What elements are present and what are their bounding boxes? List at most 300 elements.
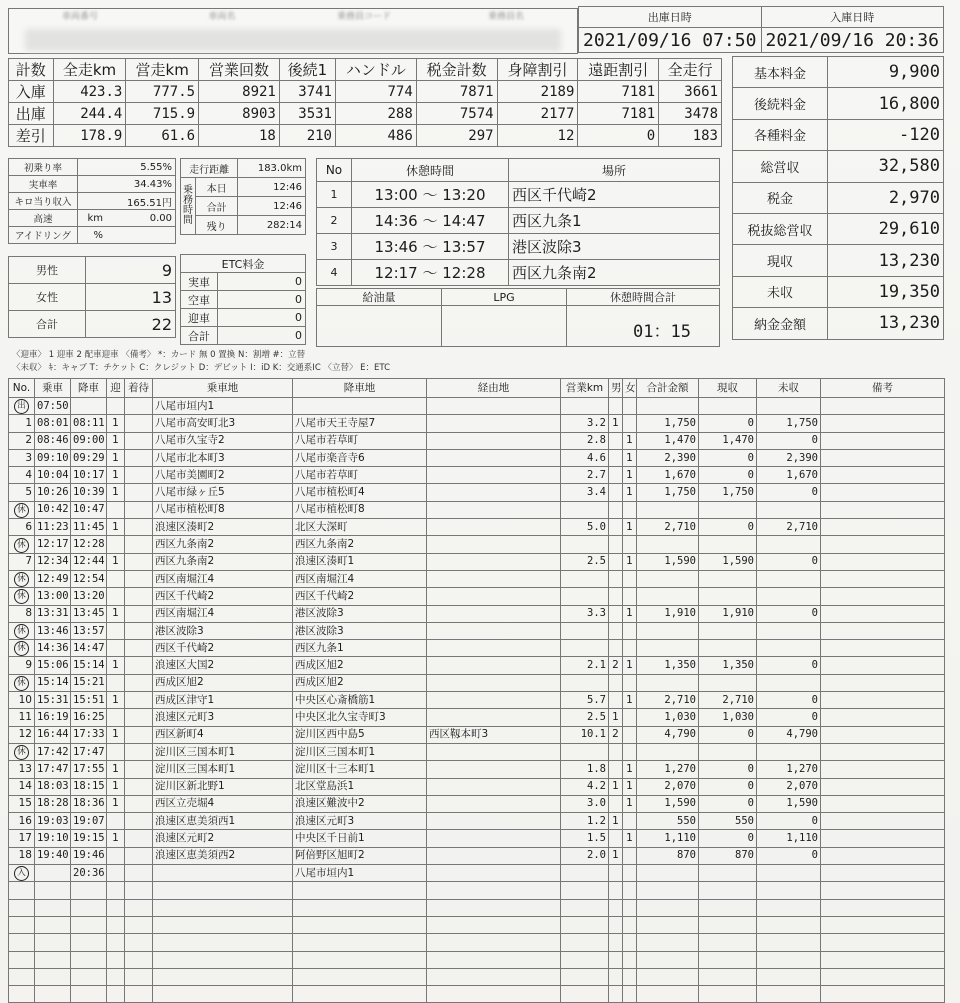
rate-row <box>9 227 176 244</box>
trip-header: 降車地 <box>293 379 427 398</box>
trip-no-text: 12 <box>18 728 32 741</box>
fare-row <box>733 245 944 276</box>
trip-cash: 0 <box>699 830 757 847</box>
trip-header: 乗車 <box>35 379 71 398</box>
trip-unpaid <box>757 570 821 587</box>
trip-wait <box>125 588 153 605</box>
trip-f: 1 <box>623 519 637 536</box>
trip-unpaid: 4,790 <box>757 726 821 743</box>
counts-header: 後続1 <box>279 59 335 81</box>
trip-header: No. <box>9 379 35 398</box>
rate-unit: km <box>78 210 107 227</box>
trip-off: 19:15 <box>71 830 107 847</box>
trip-from: 淀川区三国本町1 <box>153 761 293 778</box>
trip-total <box>637 570 699 587</box>
trip-to: 淀川区西中島5 <box>293 726 427 743</box>
counts-header: 遠距割引 <box>578 59 659 81</box>
trip-wait <box>125 605 153 622</box>
trip-to: 淀川区三国本町1 <box>293 743 427 760</box>
counts-row <box>9 81 722 103</box>
trip-mukae: 1 <box>107 795 125 812</box>
rate-value: 0.00 <box>106 210 176 227</box>
trip-from: 西区千代崎2 <box>153 588 293 605</box>
trip-km: 1.5 <box>561 830 609 847</box>
trip-cash <box>699 588 757 605</box>
trip-row-empty <box>9 916 945 933</box>
gender-label: 合計 <box>9 311 86 338</box>
trip-m: 1 <box>609 847 623 864</box>
trip-on: 19:10 <box>35 830 71 847</box>
trip-note <box>821 467 945 484</box>
etc-value: 0 <box>218 291 306 309</box>
trip-via <box>427 778 561 795</box>
drive-row-label: 合計 <box>196 197 238 216</box>
trip-km <box>561 640 609 657</box>
fare-label: 各種料金 <box>733 119 828 150</box>
trip-wait <box>125 415 153 432</box>
etc-label: 実車 <box>181 273 218 291</box>
trip-row <box>9 778 945 795</box>
rest-no: 4 <box>317 260 352 286</box>
trip-km: 2.7 <box>561 467 609 484</box>
trip-on: 14:36 <box>35 640 71 657</box>
counts-header: 計数 <box>9 59 54 81</box>
trip-mukae <box>107 674 125 691</box>
trip-log-table <box>8 378 945 1003</box>
counts-row-label: 入庫 <box>9 81 54 103</box>
trip-on: 12:34 <box>35 553 71 570</box>
trip-cash <box>699 398 757 415</box>
trip-total: 550 <box>637 813 699 830</box>
counts-header: 身障割引 <box>497 59 578 81</box>
rest-row <box>317 260 720 286</box>
fare-value: 2,970 <box>828 182 944 213</box>
rest-place: 西区千代崎2 <box>509 182 720 208</box>
trip-unpaid: 0 <box>757 484 821 501</box>
trip-to: 浪速区湊町1 <box>293 553 427 570</box>
trip-note <box>821 536 945 553</box>
counts-value: 777.5 <box>126 81 199 103</box>
trip-km: 3.4 <box>561 484 609 501</box>
trip-no <box>9 692 35 709</box>
trip-mukae <box>107 813 125 830</box>
trip-f: 1 <box>623 795 637 812</box>
fare-value: 19,350 <box>828 276 944 307</box>
trip-wait <box>125 743 153 760</box>
trip-km <box>561 536 609 553</box>
trip-on: 09:10 <box>35 449 71 466</box>
trip-mukae <box>107 622 125 639</box>
trip-from: 浪速区恵美須西2 <box>153 847 293 864</box>
trip-no-text: 6 <box>25 520 32 533</box>
gender-label: 女性 <box>9 284 86 311</box>
trip-no <box>9 415 35 432</box>
trip-total <box>637 743 699 760</box>
trip-empty-cell <box>153 899 293 916</box>
trip-from: 西成区津守1 <box>153 692 293 709</box>
meter-counts-table <box>8 58 722 147</box>
trip-no <box>9 640 35 657</box>
trip-km <box>561 588 609 605</box>
trip-mukae <box>107 709 125 726</box>
trip-empty-cell <box>561 899 609 916</box>
trip-m <box>609 398 623 415</box>
trip-cash: 1,470 <box>699 432 757 449</box>
trip-off: 16:25 <box>71 709 107 726</box>
rate-row <box>9 193 176 210</box>
trip-total: 4,790 <box>637 726 699 743</box>
trip-via <box>427 622 561 639</box>
trip-no-text: 11 <box>18 710 32 723</box>
fare-row <box>733 213 944 244</box>
trip-from: 西区九条南2 <box>153 536 293 553</box>
trip-from: 八尾市美園町2 <box>153 467 293 484</box>
trip-m <box>609 553 623 570</box>
trip-empty-cell <box>293 916 427 933</box>
trip-from: 西区南堀江4 <box>153 570 293 587</box>
trip-via <box>427 640 561 657</box>
trip-no <box>9 743 35 760</box>
trip-row <box>9 484 945 501</box>
trip-wait <box>125 570 153 587</box>
trip-no-text: 18 <box>18 849 32 862</box>
trip-no <box>9 847 35 864</box>
trip-on: 19:03 <box>35 813 71 830</box>
trip-empty-cell <box>71 968 107 985</box>
counts-value: 3661 <box>659 81 722 103</box>
trip-on <box>35 865 71 882</box>
trip-no-text: 13 <box>18 762 32 775</box>
trip-total: 1,030 <box>637 709 699 726</box>
trip-unpaid: 0 <box>757 813 821 830</box>
trip-empty-cell <box>9 986 35 1003</box>
trip-from: 八尾市植松町8 <box>153 501 293 518</box>
trip-no-text: 9 <box>25 659 32 672</box>
trip-empty-cell <box>427 882 561 899</box>
trip-empty-cell <box>637 951 699 968</box>
counts-value: 7871 <box>416 81 497 103</box>
trip-km: 4.2 <box>561 778 609 795</box>
trip-empty-cell <box>9 899 35 916</box>
trip-on: 08:01 <box>35 415 71 432</box>
trip-cash: 0 <box>699 761 757 778</box>
trip-to: 八尾市垣内1 <box>293 865 427 882</box>
trip-via <box>427 553 561 570</box>
trip-row-empty <box>9 882 945 899</box>
trip-wait <box>125 467 153 484</box>
trip-total <box>637 536 699 553</box>
trip-km: 2.0 <box>561 847 609 864</box>
trip-on: 07:50 <box>35 398 71 415</box>
trip-to: 西区千代崎2 <box>293 588 427 605</box>
trip-no <box>9 726 35 743</box>
trip-mukae <box>107 640 125 657</box>
trip-empty-cell <box>125 934 153 951</box>
counts-header: 税金計数 <box>416 59 497 81</box>
trip-empty-cell <box>153 934 293 951</box>
trip-f: 1 <box>623 605 637 622</box>
passenger-gender-table <box>8 256 176 338</box>
trip-no-text: 15 <box>18 797 32 810</box>
trip-total <box>637 622 699 639</box>
trip-mukae: 1 <box>107 432 125 449</box>
trip-empty-cell <box>293 968 427 985</box>
trip-empty-cell <box>609 882 623 899</box>
fare-label: 基本料金 <box>733 57 828 88</box>
trip-empty-cell <box>293 934 427 951</box>
trip-no-circle: 休 <box>14 745 29 760</box>
trip-km <box>561 570 609 587</box>
trip-no-circle: 入 <box>14 866 29 881</box>
vehicle-number-label: 車両番号 <box>61 12 98 22</box>
trip-km: 10.1 <box>561 726 609 743</box>
trip-on: 15:14 <box>35 674 71 691</box>
counts-value: 7574 <box>416 103 497 125</box>
trip-empty-cell <box>623 968 637 985</box>
rest-row <box>317 208 720 234</box>
trip-empty-cell <box>125 986 153 1003</box>
trip-empty-cell <box>71 951 107 968</box>
counts-value: 297 <box>416 125 497 147</box>
trip-empty-cell <box>757 899 821 916</box>
trip-from: 浪速区元町3 <box>153 709 293 726</box>
trip-to: 西区九条1 <box>293 640 427 657</box>
trip-wait <box>125 795 153 812</box>
trip-f <box>623 415 637 432</box>
trip-on: 13:31 <box>35 605 71 622</box>
trip-unpaid: 1,110 <box>757 830 821 847</box>
fuel-table <box>316 288 720 347</box>
trip-km <box>561 501 609 518</box>
trip-no-text: 5 <box>25 486 32 499</box>
trip-empty-cell <box>427 986 561 1003</box>
trip-no <box>9 519 35 536</box>
trip-km <box>561 674 609 691</box>
trip-via <box>427 415 561 432</box>
trip-total: 1,910 <box>637 605 699 622</box>
trip-no <box>9 795 35 812</box>
trip-empty-cell <box>757 934 821 951</box>
rate-label: 実車率 <box>9 176 78 193</box>
drive-row-value: 12:46 <box>238 197 306 216</box>
counts-row-label: 差引 <box>9 125 54 147</box>
trip-wait <box>125 640 153 657</box>
trip-off: 17:55 <box>71 761 107 778</box>
trip-empty-cell <box>107 916 125 933</box>
etc-row <box>181 273 306 291</box>
trip-empty-cell <box>821 951 945 968</box>
trip-to: 西成区旭2 <box>293 674 427 691</box>
trip-empty-cell <box>125 968 153 985</box>
trip-m <box>609 519 623 536</box>
rest-time-header: 休憩時間 <box>352 159 509 182</box>
counts-value: 3531 <box>279 103 335 125</box>
trip-unpaid <box>757 398 821 415</box>
trip-off: 13:45 <box>71 605 107 622</box>
etc-row <box>181 291 306 309</box>
trip-on: 15:31 <box>35 692 71 709</box>
trip-no <box>9 467 35 484</box>
trip-f: 1 <box>623 692 637 709</box>
trip-empty-cell <box>35 968 71 985</box>
trip-km: 3.3 <box>561 605 609 622</box>
trip-empty-cell <box>821 968 945 985</box>
gender-label: 男性 <box>9 257 86 284</box>
trip-no-text: 8 <box>25 607 32 620</box>
trip-row <box>9 415 945 432</box>
gender-row <box>9 257 176 284</box>
trip-unpaid: 0 <box>757 553 821 570</box>
trip-unpaid: 1,590 <box>757 795 821 812</box>
trip-on: 13:46 <box>35 622 71 639</box>
trip-on: 12:17 <box>35 536 71 553</box>
trip-header: 降車 <box>71 379 107 398</box>
trip-f: 1 <box>623 657 637 674</box>
fare-label: 税金 <box>733 182 828 213</box>
trip-m: 2 <box>609 657 623 674</box>
trip-from: 西区南堀江4 <box>153 605 293 622</box>
rate-unit <box>78 193 107 210</box>
trip-via <box>427 761 561 778</box>
trip-empty-cell <box>821 899 945 916</box>
trip-mukae: 1 <box>107 657 125 674</box>
fare-row <box>733 308 944 339</box>
trip-empty-cell <box>293 882 427 899</box>
trip-empty-cell <box>9 934 35 951</box>
trip-no-text: 2 <box>25 434 32 447</box>
fare-value: 9,900 <box>828 57 944 88</box>
etc-value: 0 <box>218 309 306 327</box>
trip-total <box>637 674 699 691</box>
trip-m: 1 <box>609 778 623 795</box>
trip-via <box>427 709 561 726</box>
rest-time: 13:00 ～ 13:20 <box>352 182 509 208</box>
trip-to: 浪速区元町3 <box>293 813 427 830</box>
trip-mukae <box>107 743 125 760</box>
trip-f <box>623 709 637 726</box>
rate-unit: % <box>78 227 107 244</box>
trip-empty-cell <box>153 951 293 968</box>
trip-mukae: 1 <box>107 830 125 847</box>
trip-mukae: 1 <box>107 467 125 484</box>
trip-row <box>9 398 945 415</box>
trip-empty-cell <box>561 916 609 933</box>
trip-mukae: 1 <box>107 415 125 432</box>
trip-mukae <box>107 847 125 864</box>
trip-km: 2.5 <box>561 553 609 570</box>
trip-via <box>427 847 561 864</box>
trip-m <box>609 449 623 466</box>
fare-row <box>733 119 944 150</box>
trip-row <box>9 726 945 743</box>
trip-empty-cell <box>107 951 125 968</box>
trip-from: 淀川区三国本町1 <box>153 743 293 760</box>
trip-via <box>427 570 561 587</box>
lpg-label: LPG <box>442 289 567 306</box>
trip-f <box>623 726 637 743</box>
trip-off: 20:36 <box>71 865 107 882</box>
trip-empty-cell <box>699 899 757 916</box>
trip-total: 1,350 <box>637 657 699 674</box>
trip-row <box>9 519 945 536</box>
trip-empty-cell <box>623 916 637 933</box>
trip-no <box>9 553 35 570</box>
trip-empty-cell <box>757 951 821 968</box>
etc-label: 迎車 <box>181 309 218 327</box>
trip-note <box>821 830 945 847</box>
trip-no-circle: 休 <box>14 641 29 656</box>
fare-label: 現収 <box>733 245 828 276</box>
trip-via <box>427 657 561 674</box>
trip-note <box>821 432 945 449</box>
trip-no <box>9 588 35 605</box>
trip-from: 八尾市垣内1 <box>153 398 293 415</box>
trip-empty-cell <box>107 968 125 985</box>
trip-empty-cell <box>9 882 35 899</box>
trip-m <box>609 570 623 587</box>
etc-label: 空車 <box>181 291 218 309</box>
trip-cash <box>699 501 757 518</box>
trip-empty-cell <box>821 882 945 899</box>
trip-mukae: 1 <box>107 519 125 536</box>
fuel-amount-value <box>317 306 442 347</box>
trip-note <box>821 605 945 622</box>
trip-header: 男 <box>609 379 623 398</box>
trip-mukae <box>107 588 125 605</box>
trip-via <box>427 674 561 691</box>
trip-no <box>9 709 35 726</box>
trip-note <box>821 674 945 691</box>
trip-f: 1 <box>623 553 637 570</box>
trip-row <box>9 467 945 484</box>
trip-unpaid: 0 <box>757 847 821 864</box>
trip-m <box>609 865 623 882</box>
trip-row <box>9 536 945 553</box>
trip-total: 1,590 <box>637 553 699 570</box>
rest-no: 2 <box>317 208 352 234</box>
etc-row <box>181 309 306 327</box>
trip-on: 08:46 <box>35 432 71 449</box>
out-datetime-label: 出庫日時 <box>579 7 762 28</box>
trip-cash: 0 <box>699 778 757 795</box>
trip-unpaid: 0 <box>757 605 821 622</box>
etc-row <box>181 327 306 345</box>
trip-mukae <box>107 398 125 415</box>
trip-f <box>623 588 637 605</box>
trip-empty-cell <box>561 951 609 968</box>
redaction-blur <box>25 29 561 51</box>
trip-km <box>561 865 609 882</box>
counts-value: 0 <box>578 125 659 147</box>
trip-mukae: 1 <box>107 692 125 709</box>
trip-wait <box>125 847 153 864</box>
rest-no-header: No <box>317 159 352 182</box>
trip-unpaid: 1,670 <box>757 467 821 484</box>
counts-value: 715.9 <box>126 103 199 125</box>
trip-km: 5.7 <box>561 692 609 709</box>
trip-via <box>427 519 561 536</box>
trip-m <box>609 536 623 553</box>
trip-cash: 550 <box>699 813 757 830</box>
trip-cash: 1,030 <box>699 709 757 726</box>
trip-to: 港区波除3 <box>293 622 427 639</box>
trip-empty-cell <box>107 934 125 951</box>
trip-on: 19:40 <box>35 847 71 864</box>
trip-from: 港区波除3 <box>153 622 293 639</box>
trip-to: 八尾市植松町4 <box>293 484 427 501</box>
rest-time: 13:46 ～ 13:57 <box>352 234 509 260</box>
out-datetime: 2021/09/16 07:50 <box>579 28 762 53</box>
